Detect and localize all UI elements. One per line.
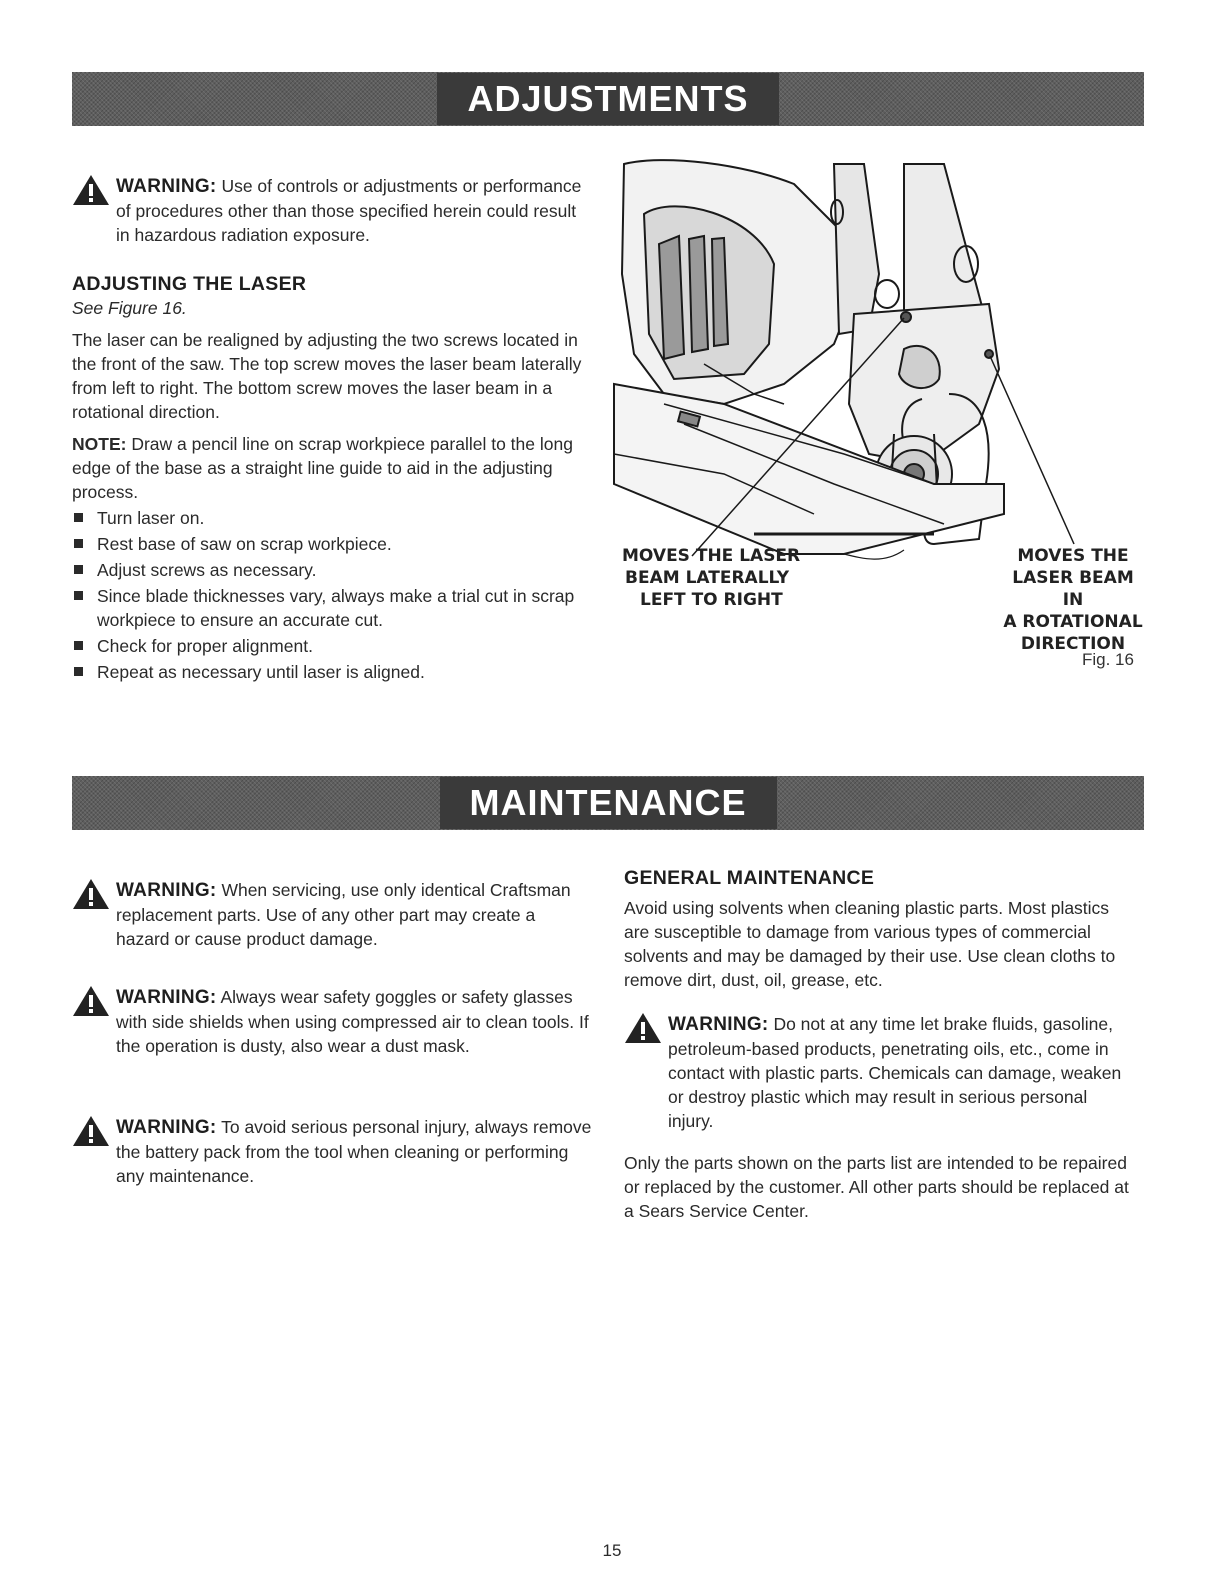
maintenance-title: MAINTENANCE	[440, 777, 777, 829]
list-item: Since blade thicknesses vary, always make a trial cut in scrap workpiece to ensure an accurate cut.	[72, 584, 592, 632]
warning-text: To avoid serious personal injury, always remove the battery pack from the tool when cleaning or performing any maintenance.	[116, 1117, 592, 1186]
warning-label: WARNING:	[116, 176, 217, 197]
warning-text: When servicing, use only identical Craftsman replacement parts. Use of any other part may create a hazard or cause product damage.	[116, 880, 571, 949]
warning-label: WARNING:	[668, 1014, 769, 1035]
list-item: Check for proper alignment.	[72, 634, 592, 658]
laser-steps	[72, 506, 592, 684]
callout-line: MOVES THE	[1017, 546, 1129, 566]
general-maintenance-paragraph: Avoid using solvents when cleaning plastic parts. Most plastics are susceptible to damage from various types of commercial solvents and may be damaged by their use. Use clean cloths to remove dirt, dust, oil, grease, etc.	[624, 898, 1116, 990]
callout-line: MOVES THE LASER	[622, 546, 801, 566]
callout-line: LASER BEAM IN	[1012, 568, 1134, 610]
adjusting-laser-section	[72, 272, 592, 686]
warning-text: Do not at any time let brake fluids, gasoline, petroleum-based products, penetrating oils, etc., come in contact with plastic parts. Chemicals can damage, weaken or destroy plastic which may result in serious personal injury.	[668, 1014, 1122, 1131]
list-item: Turn laser on.	[72, 506, 592, 530]
general-maintenance-section	[624, 866, 1134, 992]
page-number: 15	[602, 1541, 622, 1560]
maintenance-banner	[72, 776, 1144, 830]
list-item: Rest base of saw on scrap workpiece.	[72, 532, 592, 556]
maintenance-warning-battery	[72, 1115, 592, 1188]
warning-label: WARNING:	[116, 987, 217, 1008]
figure-caption: Fig. 16	[1082, 650, 1134, 669]
callout-laterally	[622, 545, 802, 611]
jigsaw-illustration	[604, 154, 1150, 594]
warning-triangle-icon	[72, 1115, 110, 1147]
warning-triangle-icon	[72, 878, 110, 910]
warning-text: Use of controls or adjustments or performance of procedures other than those specified herein could result in hazardous radiation exposure.	[116, 176, 582, 245]
list-item: Adjust screws as necessary.	[72, 558, 592, 582]
adjustments-title: ADJUSTMENTS	[437, 73, 778, 125]
maintenance-warning-goggles	[72, 985, 592, 1058]
general-maintenance-heading: GENERAL MAINTENANCE	[624, 867, 875, 889]
adjusting-laser-heading: ADJUSTING THE LASER	[72, 273, 307, 295]
callout-line: BEAM LATERALLY	[625, 568, 790, 588]
laser-paragraph: The laser can be realigned by adjusting the two screws located in the front of the saw. The top screw moves the laser beam laterally from left to right. The bottom screw moves the laser beam in a rotational direction.	[72, 330, 582, 422]
closing-paragraph: Only the parts shown on the parts list are intended to be repaired or replaced by the customer. All other parts should be replaced at a Sears Service Center.	[624, 1153, 1129, 1221]
warning-triangle-icon	[624, 1012, 662, 1044]
callout-rotational	[1002, 545, 1144, 655]
laser-note	[72, 432, 592, 504]
maintenance-warning-parts	[72, 878, 592, 951]
warning-text: Always wear safety goggles or safety glasses with side shields when using compressed air to clean tools. If the operation is dusty, also wear a dust mask.	[116, 987, 589, 1056]
see-figure-ref: See Figure 16.	[72, 298, 187, 318]
callout-line: LEFT TO RIGHT	[640, 590, 783, 610]
warning-label: WARNING:	[116, 880, 217, 901]
callout-line: DIRECTION	[1020, 634, 1126, 654]
laser-warning	[72, 174, 592, 247]
adjustments-banner	[72, 72, 1144, 126]
warning-label: WARNING:	[116, 1117, 217, 1138]
parts-replacement-note	[624, 1151, 1129, 1223]
warning-triangle-icon	[72, 985, 110, 1017]
callout-line: A ROTATIONAL	[1003, 612, 1143, 632]
maintenance-warning-chemicals	[624, 1012, 1134, 1133]
note-label: NOTE:	[72, 434, 127, 454]
note-text: Draw a pencil line on scrap workpiece parallel to the long edge of the base as a straight line guide to aid in the adjusting process.	[72, 434, 573, 502]
list-item: Repeat as necessary until laser is aligned.	[72, 660, 592, 684]
warning-triangle-icon	[72, 174, 110, 206]
